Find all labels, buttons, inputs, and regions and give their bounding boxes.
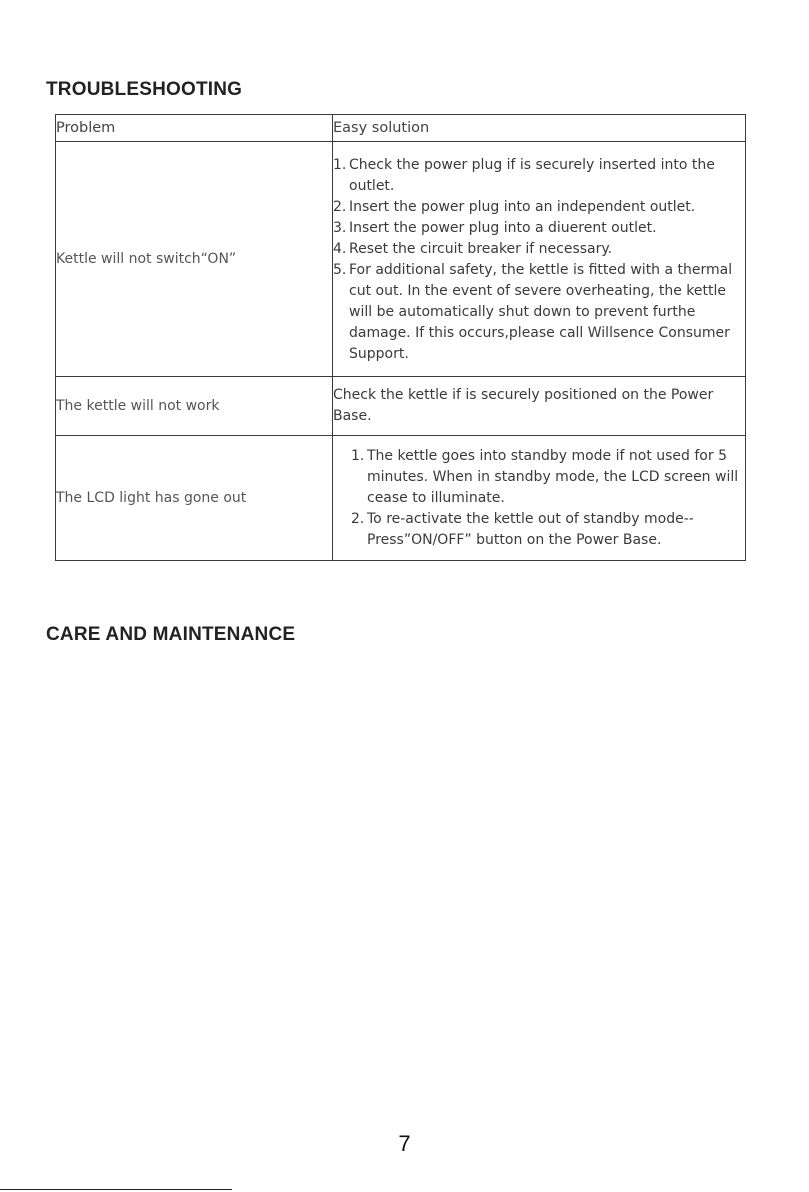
care-maintenance-heading: CARE AND MAINTENANCE bbox=[46, 624, 296, 645]
solution-step bbox=[333, 197, 745, 218]
problem-cell: Kettle will not switch“ON” bbox=[56, 142, 333, 377]
solution-steps bbox=[351, 446, 745, 551]
step-text: For additional safety, the kettle is fitted with a thermal cut out. In the event of severe overheating, the kettle will be automatically shut down to prevent furthe damage. If this occurs,please call Willsence Consumer Support. bbox=[349, 262, 733, 362]
footer-divider bbox=[0, 1189, 232, 1190]
problem-column-header: Problem bbox=[56, 115, 333, 142]
step-text: Reset the circuit breaker if necessary. bbox=[349, 241, 613, 257]
solution-step bbox=[333, 260, 745, 365]
step-text: The kettle goes into standby mode if not used for 5 minutes. When in standby mode, the LCD screen will cease to illuminate. bbox=[367, 447, 739, 506]
solution-steps bbox=[333, 155, 745, 365]
step-text: Insert the power plug into an independent outlet. bbox=[349, 199, 696, 215]
step-number: 2. bbox=[333, 199, 347, 215]
step-text: Insert the power plug into a diuerent outlet. bbox=[349, 220, 657, 236]
solution-column-header: Easy solution bbox=[333, 115, 746, 142]
solution-step bbox=[333, 218, 745, 239]
solution-cell bbox=[333, 142, 746, 377]
step-text: To re-activate the kettle out of standby mode--Press”ON/OFF” button on the Power Base. bbox=[367, 510, 694, 548]
step-number: 1. bbox=[333, 157, 347, 173]
table-row bbox=[56, 377, 746, 436]
solution-cell bbox=[333, 436, 746, 561]
page-number: 7 bbox=[398, 1131, 411, 1156]
step-number: 4. bbox=[333, 241, 347, 257]
step-number: 3. bbox=[333, 220, 347, 236]
step-number: 2. bbox=[351, 510, 365, 527]
troubleshooting-heading: TROUBLESHOOTING bbox=[46, 79, 243, 100]
table-row bbox=[56, 436, 746, 561]
problem-cell: The LCD light has gone out bbox=[56, 436, 333, 561]
solution-cell: Check the kettle if is securely positioned on the Power Base. bbox=[333, 377, 746, 436]
solution-step bbox=[351, 509, 745, 551]
troubleshooting-table bbox=[55, 114, 746, 561]
problem-cell: The kettle will not work bbox=[56, 377, 333, 436]
table-header-row bbox=[56, 115, 746, 142]
solution-step bbox=[333, 155, 745, 197]
table-row bbox=[56, 142, 746, 377]
step-number: 1. bbox=[351, 447, 365, 464]
solution-step bbox=[333, 239, 745, 260]
step-text: Check the power plug if is securely inserted into the outlet. bbox=[349, 157, 715, 194]
step-number: 5. bbox=[333, 262, 347, 278]
solution-step bbox=[351, 446, 745, 509]
